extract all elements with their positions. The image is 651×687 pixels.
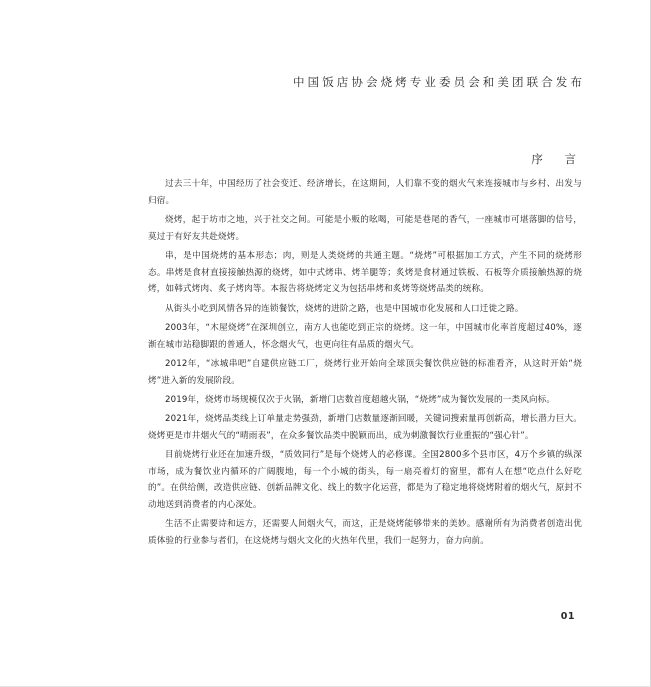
paragraph: 2003年，“木屋烧烤”在深圳创立，南方人也能吃到正宗的烧烤。这一年，中国城市化率首度超过40%，逐渐在城市站稳脚跟的普通人，怀念烟火气，也更向往有品质的烟火气。 [148,322,582,350]
paragraph: 2012年，“冰城串吧”自建供应链工厂，烧烤行业开始向全球顶尖餐饮供应链的标准看齐，从这时开始“烧烤”进入新的发展阶段。 [148,358,582,386]
paragraph: 2021年，烧烤品类线上订单量走势强劲，新增门店数量逐渐回暖，关键词搜索量再创新高，增长潜力巨大。烧烤更是市井烟火气的“晴雨表”，在众多餐饮品类中脱颖而出，成为刺激餐饮行业重振的“强心针”。 [148,414,582,441]
paragraph: 目前烧烤行业还在加速升级，“质效同行”是每个烧烤人的必修课。全国2800多个县市区，4万个乡镇的纵深市场，成为餐饮业内循环的广阔腹地，每一个小城的街头，每一扇亮着灯的窗里，都有人在想“吃点什么好吃的”。在供给侧，改造供应链、创新品牌文化、线上的数字化运营，都是为了稳定地将烧烤附着的烟火气，原封不动地送到消费者的内心深处。 [148,450,582,511]
paragraph: 生活不止需要诗和远方，还需要人间烟火气，而这，正是烧烤能够带来的美妙。感谢所有为消费者创造出优质体验的行业参与者们，在这烧烤与烟火文化的火热年代里，我们一起努力，奋力向前。 [148,519,582,547]
preface-body [148,176,582,552]
paragraph: 过去三十年，中国经历了社会变迁、经济增长，在这期间，人们靠不变的烟火气来连接城市与乡村、出发与归宿。 [148,179,582,206]
paragraph: 从街头小吃到风情各异的连锁餐饮，烧烤的进阶之路，也是中国城市化发展和人口迁徙之路。 [165,303,524,314]
paragraph: 烧烤，起于坊市之地，兴于社交之间。可能是小贩的吆喝，可能是巷尾的香气，一座城市可堪落脚的信号，莫过于有好友共赴烧烤。 [148,214,582,242]
preface-title: 序 言 [531,152,585,166]
publisher-header: 中国饭店协会烧烤专业委员会和美团联合发布 [293,75,585,89]
page-number: 01 [560,611,575,622]
paragraph: 串，是中国烧烤的基本形态；肉，则是人类烧烤的共通主题。“烧烤”可根据加工方式，产生不同的烧烤形态。串烤是食材直接接触热源的烧烤，如中式烤串、烤羊腿等；炙烤是食材通过铁板、石板等介质接触热源的烧烤，如韩式烤肉、炙子烤肉等。本报告将烧烤定义为包括串烤和炙烤等烧烤品类的统称。 [148,250,582,295]
paragraph: 2019年，烧烤市场规模仅次于火锅，新增门店数首度超越火锅，“烧烤”成为餐饮发展的一类风向标。 [165,394,556,405]
